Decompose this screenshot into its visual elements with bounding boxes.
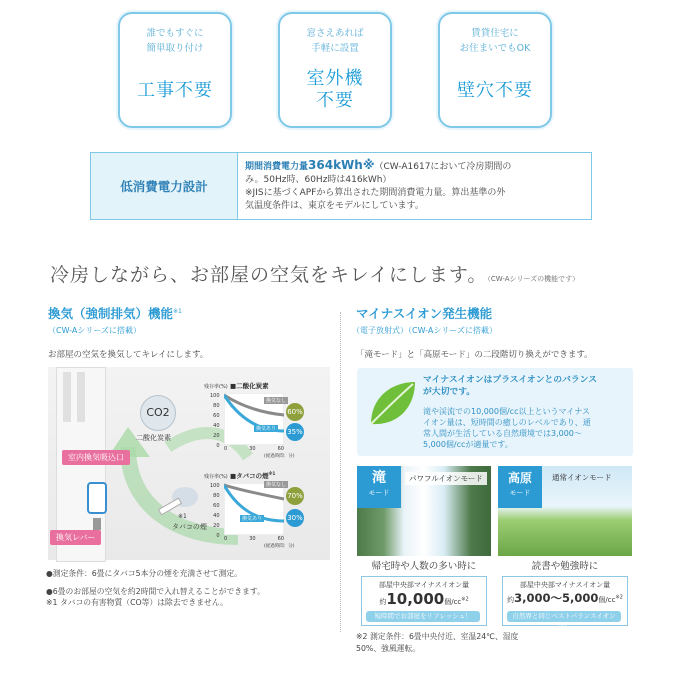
co2-graph: [204, 383, 304, 461]
mode-header: パワフルイオンモード: [405, 472, 487, 485]
graph-ylabel: 残存率(%): [204, 474, 228, 480]
feature-card-no-outdoor-unit: [278, 12, 392, 128]
co2-label: 二酸化炭素: [136, 434, 171, 442]
graph-legend-off: 換気なし: [266, 398, 287, 404]
mode-stat-box: [361, 576, 487, 626]
column-divider: [340, 312, 341, 632]
ion-info-box: [357, 368, 633, 456]
tobacco-label: タバコの煙: [172, 523, 207, 531]
mode-caption: 読書や勉強時に: [531, 561, 599, 572]
smoke-graph: [204, 473, 304, 551]
graph-xlabel: (経過時間：分): [264, 454, 295, 459]
ion-note-1: ※2 測定条件：6畳中央付近、室温24℃、湿度: [356, 632, 519, 641]
feature-card-no-wall-hole: [438, 12, 552, 128]
ventilation-note-1: ●測定条件：6畳にタバコ5本分の煙を充満させて測定。: [46, 569, 242, 578]
graph-title: ■タバコの煙$^{※1}$: [230, 471, 276, 481]
stat-footer: 短時間でお部屋をリフレッシュ！: [366, 611, 480, 622]
section-headline: 冷房しながら、お部屋の空気をキレイにします。（CW-Aシリーズの機能です）: [50, 264, 580, 286]
stat-footer: 自然界と同じベストバランスイオン量！: [507, 611, 621, 622]
ion-info-body: 滝や渓流での10,000個/cc以上というマイナス イオン量は、短時間の癒しのレベルであり、通 常人間が生活している自然環境では3,000～ 5,000個/ccが適量です。: [423, 407, 591, 449]
mode-badge: 高原 モード: [498, 466, 542, 508]
mode-badge: 滝 モード: [357, 466, 401, 508]
graph-legend-on: 換気あり: [242, 516, 263, 522]
graph-title: ■二酸化炭素: [230, 382, 269, 390]
ion-subtitle: （電子放射式）（CW-Aシリーズに搭載）: [352, 326, 497, 335]
graph-ylabel: 残存率(%): [204, 384, 228, 390]
feature-card-no-construction: [118, 12, 232, 128]
card-subtitle: 窓さえあれば 手軽に設置: [306, 28, 364, 54]
graph-xlabel: (経過時間：分): [264, 544, 295, 549]
stat-value-row: 約10,000個$/cc^{※2}$: [379, 590, 469, 608]
graph-yticks: 100 80 60 40 20 0: [210, 393, 220, 449]
lever-tag: 換気レバー: [50, 530, 101, 545]
card-subtitle: 誰でもすぐに 簡単取り付け: [146, 28, 204, 54]
energy-description: 期間消費電力量364kWh※（CW-A1617において冷房期間の み。50Hz時、60Hz時は416kWh） ※JISに基づくAPFから算出された期間消費電力量。算出基準の外 気温度条件は、東京をモデルにしています。: [245, 158, 512, 211]
energy-info-box: [90, 152, 592, 220]
ion-description: 「滝モード」と「高原モード」の二段階切り換えができます。: [356, 350, 593, 360]
mode-stat-box: [502, 576, 628, 631]
tobacco-note: ※1: [178, 513, 187, 520]
ventilation-title: 換気（強制排気）機能$^{※1}$: [48, 306, 182, 321]
stat-label: 部屋中央部マイナスイオン量: [519, 581, 611, 589]
ventilation-description: お部屋の空気を換気してキレイにします。: [48, 350, 209, 360]
co2-bubble: CO2: [140, 395, 176, 431]
ventilation-note-2: ●6畳のお部屋の空気を約2時間で入れ替えることができます。: [46, 587, 265, 596]
ion-info-heading: マイナスイオンはプラスイオンとのバランス が大切です。: [423, 375, 598, 397]
ion-note-2: 50%、強風運転。: [356, 644, 421, 653]
leaf-icon: [363, 376, 419, 432]
badge-without: 70%: [286, 487, 304, 505]
ventilation-subtitle: （CW-Aシリーズに搭載）: [48, 326, 141, 335]
badge-with: 35%: [286, 423, 304, 441]
graph-xticks: 0 30 60: [224, 446, 284, 452]
mode-header: 通常イオンモード: [552, 473, 612, 482]
stat-value-row: 約3,000～5,000個$/cc^{※2}$: [507, 591, 623, 605]
intake-tag: 室内換気吸込口: [62, 450, 130, 465]
mode-caption: 帰宅時や人数の多い時に: [371, 561, 477, 572]
ion-title: マイナスイオン発生機能: [356, 306, 493, 321]
graph-yticks: 100 80 60 40 20 0: [210, 483, 220, 539]
card-subtitle: 賃貸住宅に お住まいでもOK: [459, 28, 531, 54]
graph-legend-on: 換気あり: [256, 426, 277, 432]
energy-label: 低消費電力設計: [91, 153, 238, 219]
card-title: 室外機 不要: [306, 68, 364, 111]
stat-label: 部屋中央部マイナスイオン量: [378, 581, 470, 589]
ventilation-note-3: ※1 タバコの有害物質（CO等）は除去できません。: [46, 598, 228, 607]
card-title: 工事不要: [137, 80, 213, 101]
badge-with: 30%: [286, 509, 304, 527]
graph-xticks: 0 30 60: [224, 536, 284, 542]
graph-legend-off: 換気なし: [266, 482, 287, 488]
badge-without: 60%: [286, 403, 304, 421]
card-title: 壁穴不要: [457, 80, 533, 101]
